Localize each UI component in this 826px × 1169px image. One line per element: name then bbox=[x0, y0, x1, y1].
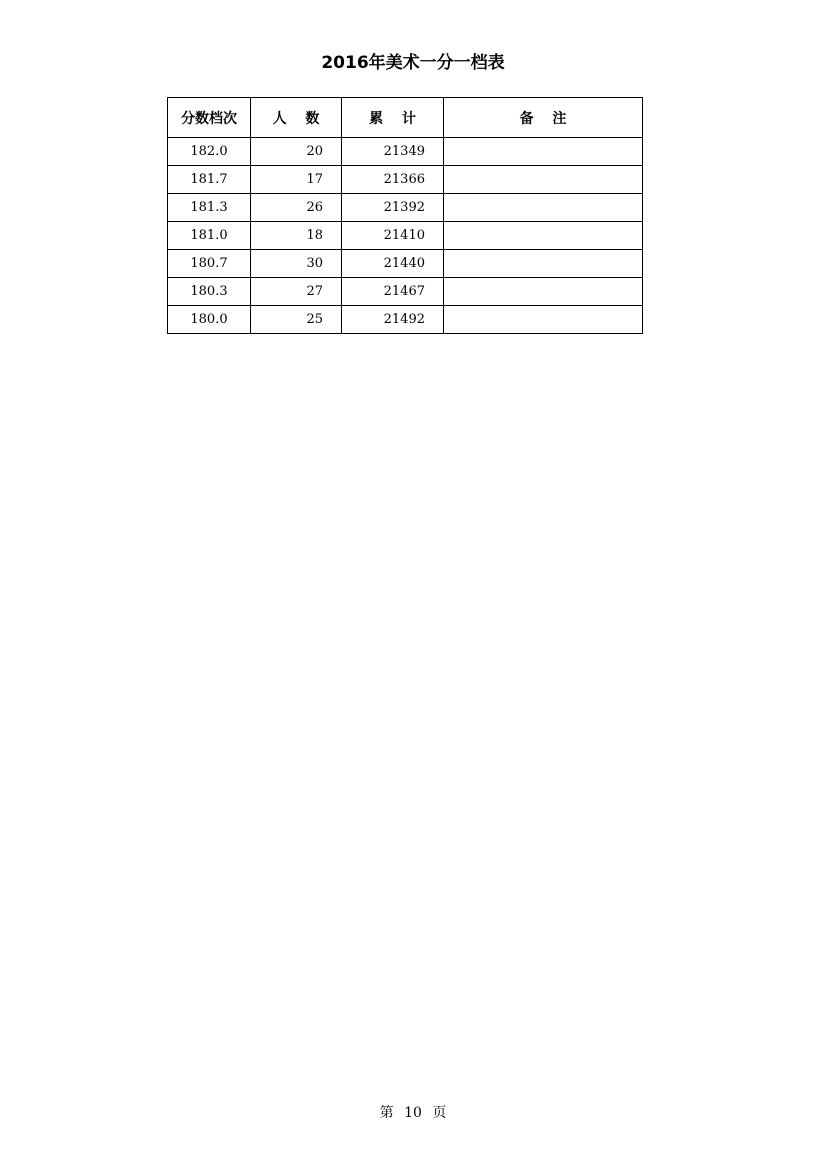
cell-count: 17 bbox=[251, 166, 342, 194]
cell-count: 18 bbox=[251, 222, 342, 250]
page-number: 10 bbox=[404, 1105, 422, 1121]
cell-score: 181.0 bbox=[168, 222, 251, 250]
cell-note bbox=[444, 166, 643, 194]
cell-note bbox=[444, 222, 643, 250]
page-title: 2016年美术一分一档表 bbox=[321, 53, 505, 73]
table-row bbox=[168, 306, 643, 334]
cell-score: 181.3 bbox=[168, 194, 251, 222]
table-row bbox=[168, 194, 643, 222]
cell-score: 180.0 bbox=[168, 306, 251, 334]
cell-count: 25 bbox=[251, 306, 342, 334]
cell-note bbox=[444, 250, 643, 278]
cell-total: 21349 bbox=[342, 138, 444, 166]
table-row bbox=[168, 138, 643, 166]
header-total: 累 计 bbox=[342, 98, 444, 138]
cell-score: 180.3 bbox=[168, 278, 251, 306]
cell-count: 27 bbox=[251, 278, 342, 306]
cell-count: 30 bbox=[251, 250, 342, 278]
cell-total: 21410 bbox=[342, 222, 444, 250]
table-row bbox=[168, 278, 643, 306]
cell-note bbox=[444, 306, 643, 334]
cell-note bbox=[444, 194, 643, 222]
cell-total: 21440 bbox=[342, 250, 444, 278]
cell-note bbox=[444, 138, 643, 166]
header-note: 备 注 bbox=[444, 98, 643, 138]
table-row bbox=[168, 166, 643, 194]
footer-prefix: 第 bbox=[379, 1105, 394, 1121]
cell-total: 21492 bbox=[342, 306, 444, 334]
cell-score: 180.7 bbox=[168, 250, 251, 278]
table-header-row bbox=[168, 98, 643, 138]
table-row bbox=[168, 250, 643, 278]
cell-count: 20 bbox=[251, 138, 342, 166]
cell-total: 21392 bbox=[342, 194, 444, 222]
header-count: 人 数 bbox=[251, 98, 342, 138]
footer-suffix: 页 bbox=[432, 1105, 447, 1121]
cell-score: 182.0 bbox=[168, 138, 251, 166]
cell-note bbox=[444, 278, 643, 306]
page-footer bbox=[0, 1103, 826, 1123]
cell-total: 21467 bbox=[342, 278, 444, 306]
header-score: 分数档次 bbox=[168, 98, 251, 138]
cell-count: 26 bbox=[251, 194, 342, 222]
table-row bbox=[168, 222, 643, 250]
cell-total: 21366 bbox=[342, 166, 444, 194]
cell-score: 181.7 bbox=[168, 166, 251, 194]
score-table bbox=[167, 97, 643, 334]
